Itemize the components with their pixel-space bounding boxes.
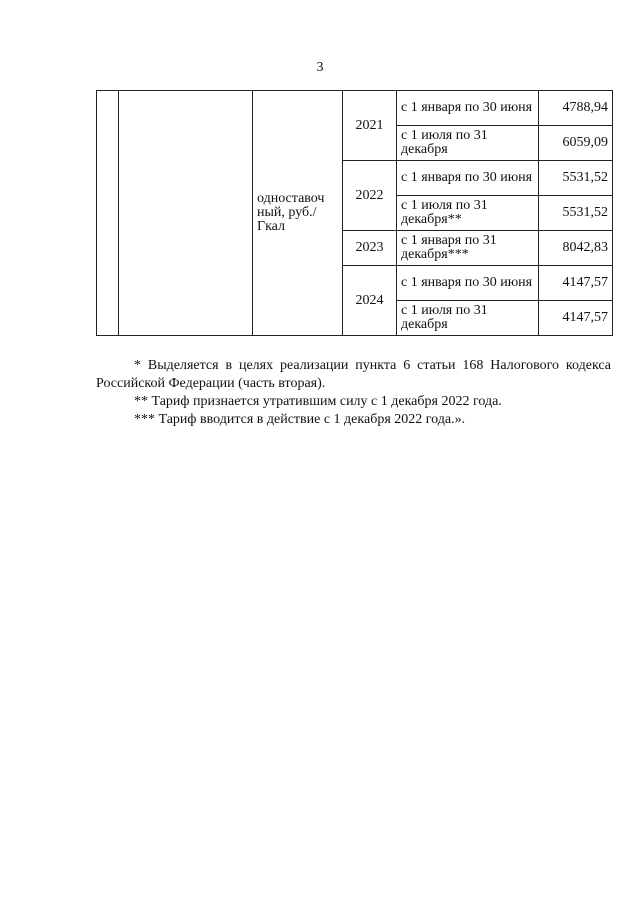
year-cell: 2023 xyxy=(343,231,397,266)
tariff-value-cell: 5531,52 xyxy=(539,196,613,231)
tariff-value-cell: 4147,57 xyxy=(539,301,613,336)
tariff-value-cell: 4147,57 xyxy=(539,266,613,301)
unit-cell: одноставоч ный, руб./Гкал xyxy=(253,91,343,336)
period-cell: с 1 января по 30 июня xyxy=(397,91,539,126)
tariff-value-cell: 5531,52 xyxy=(539,161,613,196)
period-cell: с 1 января по 31 декабря*** xyxy=(397,231,539,266)
period-cell: с 1 января по 30 июня xyxy=(397,161,539,196)
page-number: 3 xyxy=(316,60,324,75)
footnote: ** Тариф признается утратившим силу с 1 декабря 2022 года. xyxy=(134,394,502,409)
footnotes xyxy=(96,357,611,429)
year-cell: 2022 xyxy=(343,161,397,231)
table-row xyxy=(97,91,613,126)
period-cell: с 1 июля по 31 декабря** xyxy=(397,196,539,231)
tariff-value-cell: 8042,83 xyxy=(539,231,613,266)
year-cell: 2021 xyxy=(343,91,397,161)
footnote: * Выделяется в целях реализации пункта 6 статьи 168 Налогового кодекса Российской Федерации (часть вторая). xyxy=(96,358,611,391)
empty-cell-name xyxy=(119,91,253,336)
footnote: *** Тариф вводится в действие с 1 декабря 2022 года.». xyxy=(134,412,466,427)
period-cell: с 1 января по 30 июня xyxy=(397,266,539,301)
tariff-table xyxy=(96,90,613,336)
tariff-value-cell: 4788,94 xyxy=(539,91,613,126)
period-cell: с 1 июля по 31 декабря xyxy=(397,301,539,336)
period-cell: с 1 июля по 31 декабря xyxy=(397,126,539,161)
year-cell: 2024 xyxy=(343,266,397,336)
empty-cell-number xyxy=(97,91,119,336)
tariff-value-cell: 6059,09 xyxy=(539,126,613,161)
